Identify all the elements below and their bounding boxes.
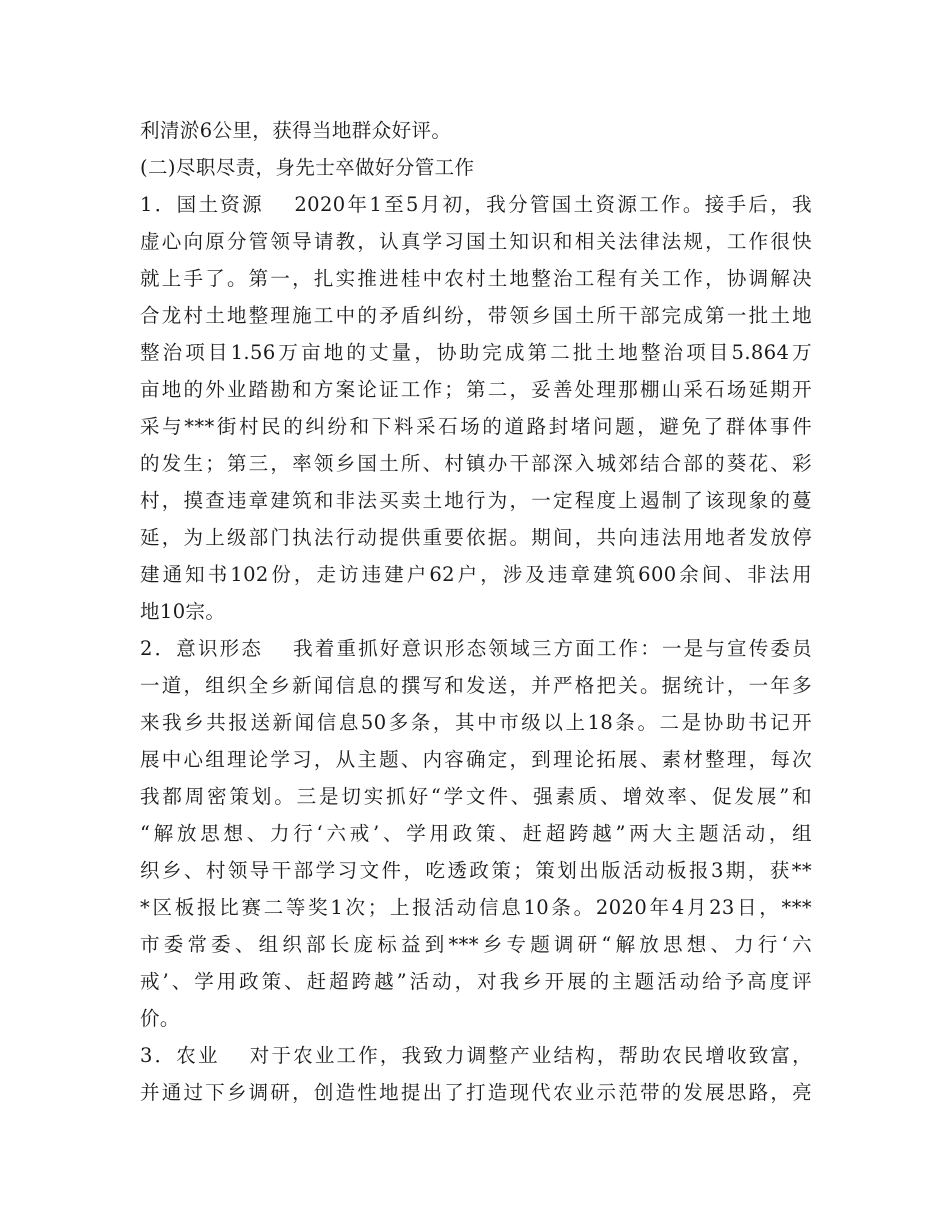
text-line: *区板报比赛二等奖1次；上报活动信息10条。2020年4月23日，*** [140,896,812,919]
text-line: 1．国土资源 2020年1至5月初，我分管国土资源工作。接手后，我 [140,193,812,216]
text-line: 建通知书102份，走访违建户62户，涉及违章建筑600余间、非法用 [140,563,812,586]
text-line: 虚心向原分管领导请教，认真学习国土知识和相关法律法规，工作很快 [140,230,812,253]
text-line: 采与***街村民的纠纷和下料采石场的道路封堵问题，避免了群体事件 [140,415,812,438]
text-line: 3．农业 对于农业工作，我致力调整产业结构，帮助农民增收致富， [140,1044,812,1067]
text-line: 一道，组织全乡新闻信息的撰写和发送，并严格把关。据统计，一年多 [140,674,812,697]
text-line: 合龙村土地整理施工中的矛盾纠纷，带领乡国土所干部完成第一批土地 [140,304,812,327]
text-line: 来我乡共报送新闻信息50多条，其中市级以上18条。二是协助书记开 [140,711,812,734]
text-line: 就上手了。第一，扎实推进桂中农村土地整治工程有关工作，协调解决 [140,267,812,290]
text-line: 地10宗。 [140,600,226,623]
text-line: 展中心组理论学习，从主题、内容确定，到理论拓展、素材整理，每次 [140,748,812,771]
section-heading: (二)尽职尽责，身先士卒做好分管工作 [140,156,475,179]
text-line: 并通过下乡调研，创造性地提出了打造现代农业示范带的发展思路，亮 [140,1081,812,1104]
text-line: “解放思想、力行‘六戒’、学用政策、赶超跨越”两大主题活动，组 [140,822,812,845]
text-line: 市委常委、组织部长庞标益到***乡专题调研“解放思想、力行‘六 [140,933,812,956]
text-line: 村，摸查违章建筑和非法买卖土地行为，一定程度上遏制了该现象的蔓 [140,489,812,512]
text-line: 2．意识形态 我着重抓好意识形态领域三方面工作：一是与宣传委员 [140,637,812,660]
text-line: 亩地的外业踏勘和方案论证工作；第二，妥善处理那棚山采石场延期开 [140,378,812,401]
text-line: 整治项目1.56万亩地的丈量，协助完成第二批土地整治项目5.864万 [140,341,812,364]
text-line: 织乡、村领导干部学习文件，吃透政策；策划出版活动板报3期，获** [140,859,812,882]
text-line: 延，为上级部门执法行动提供重要依据。期间，共向违法用地者发放停 [140,526,812,549]
document-page [140,112,812,1111]
text-line: 利清淤6公里，获得当地群众好评。 [140,119,452,142]
text-line: 戒’、学用政策、赶超跨越”活动，对我乡开展的主题活动给予高度评 [140,970,812,993]
text-line: 的发生；第三，率领乡国土所、村镇办干部深入城郊结合部的葵花、彩 [140,452,812,475]
text-line: 价。 [140,1007,180,1030]
text-line: 我都周密策划。三是切实抓好“学文件、强素质、增效率、促发展”和 [140,785,812,808]
